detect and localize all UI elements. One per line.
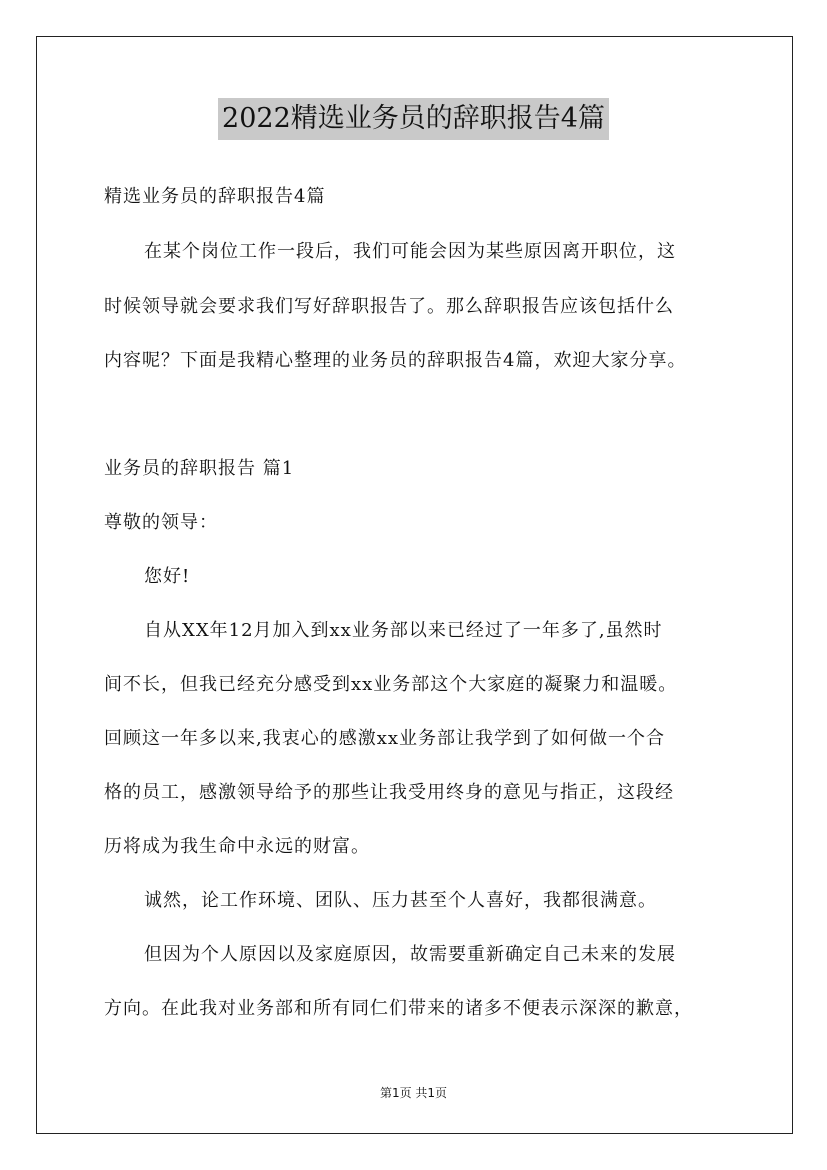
- page-footer: 第1页 共1页: [379, 1086, 448, 1100]
- document-subtitle: 精选业务员的辞职报告4篇: [104, 186, 326, 207]
- para1-line-2: 间不长，但我已经充分感受到xx业务部这个大家庭的凝聚力和温暖。: [104, 674, 678, 695]
- title-container: [0, 98, 827, 140]
- para1-line-3: 回顾这一年多以来,我衷心的感激xx业务部让我学到了如何做一个合: [104, 728, 666, 749]
- salutation: 尊敬的领导：: [104, 512, 218, 533]
- document-title: 2022精选业务员的辞职报告4篇: [218, 98, 609, 140]
- intro-line-3: 内容呢？下面是我精心整理的业务员的辞职报告4篇，欢迎大家分享。: [104, 350, 687, 371]
- section-heading: 业务员的辞职报告 篇1: [104, 458, 295, 479]
- intro-line-1: 在某个岗位工作一段后，我们可能会因为某些原因离开职位，这: [144, 241, 676, 262]
- intro-line-2: 时候领导就会要求我们写好辞职报告了。那么辞职报告应该包括什么: [104, 296, 674, 317]
- para2-line-1: 诚然，论工作环境、团队、压力甚至个人喜好，我都很满意。: [144, 890, 657, 911]
- para3-line-1: 但因为个人原因以及家庭原因，故需要重新确定自己未来的发展: [144, 944, 676, 965]
- para1-line-5: 历将成为我生命中永远的财富。: [104, 836, 370, 857]
- greeting: 您好!: [144, 566, 191, 587]
- para1-line-4: 格的员工，感激领导给予的那些让我受用终身的意见与指正，这段经: [104, 782, 674, 803]
- para3-line-2: 方向。在此我对业务部和所有同仁们带来的诸多不便表示深深的歉意，: [104, 998, 693, 1019]
- para1-line-1: 自从XX年12月加入到xx业务部以来已经过了一年多了,虽然时: [144, 620, 663, 641]
